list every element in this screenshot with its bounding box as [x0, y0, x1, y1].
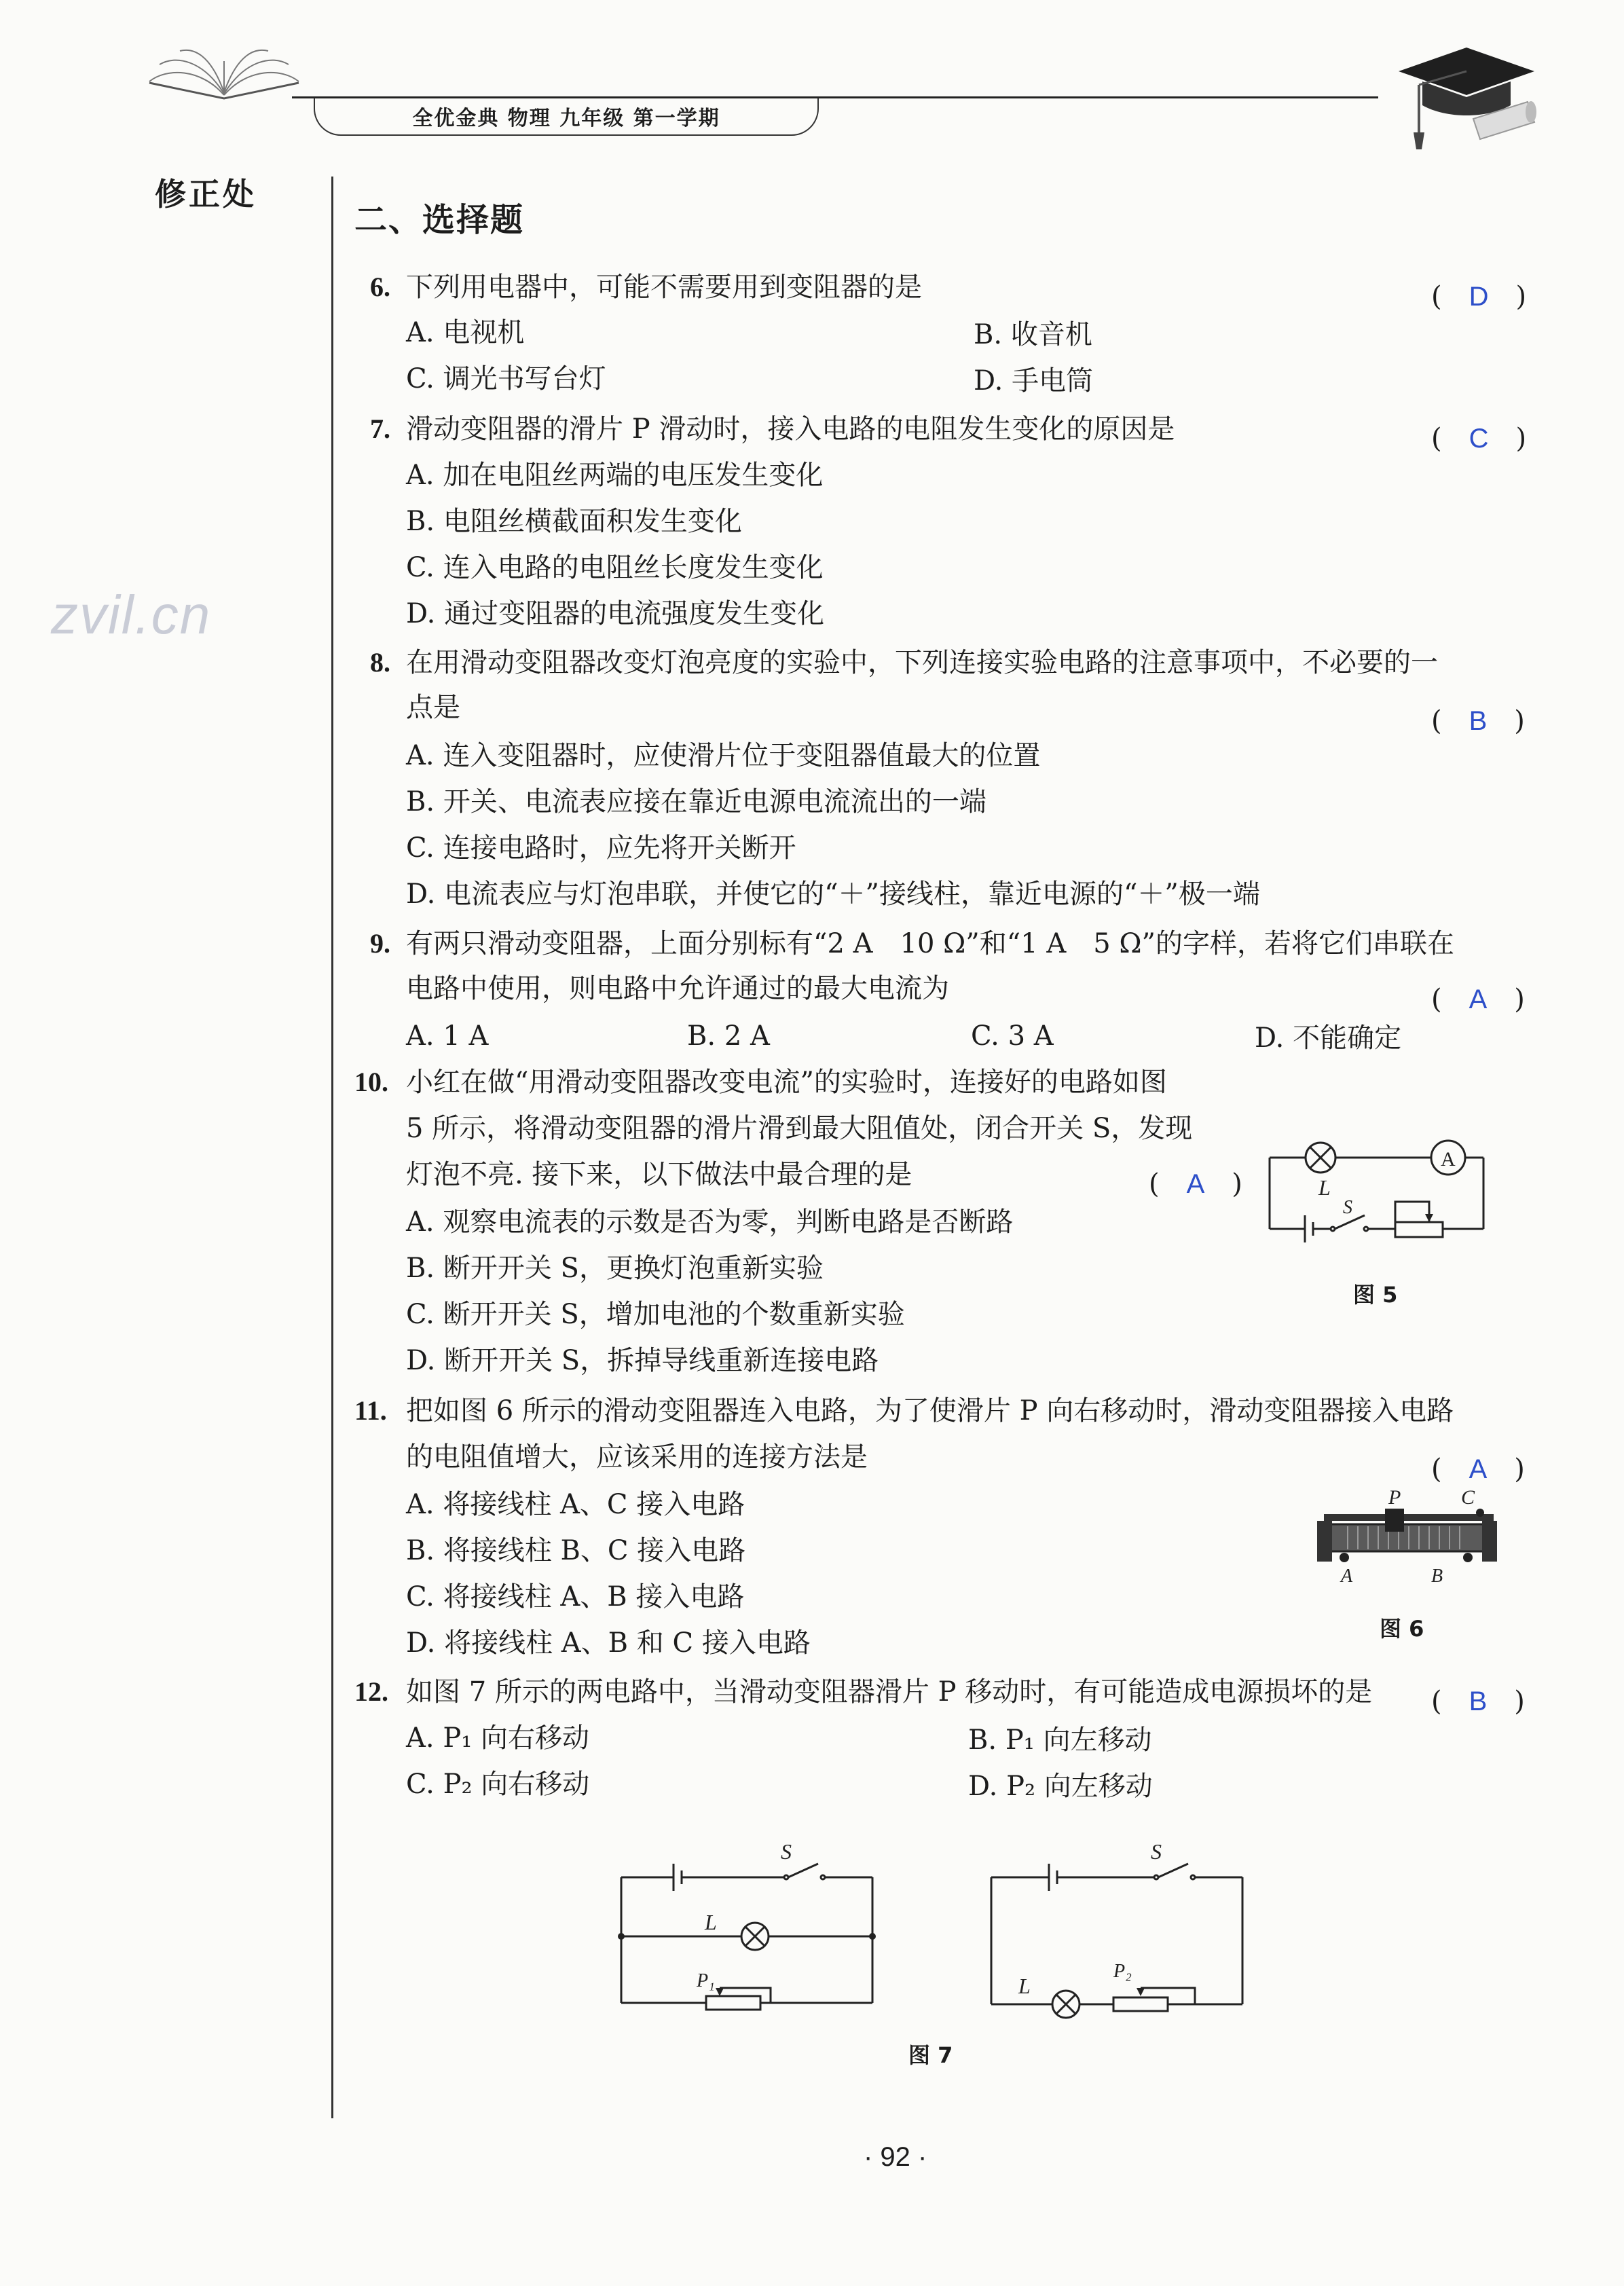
- question-text: 有两只滑动变阻器，上面分别标有“2 A 10 Ω”和“1 A 5 Ω”的字样，若将它们串联在: [406, 928, 1455, 959]
- answer-value: A: [1469, 1454, 1488, 1484]
- question-text: 滑动变阻器的滑片 P 滑动时，接入电路的电阻发生变化的原因是: [406, 413, 1175, 445]
- figure-6-caption: 图 6: [1380, 1616, 1424, 1642]
- slider-p1-label: P₁: [697, 1970, 715, 1991]
- margin-divider: [331, 177, 333, 2118]
- terminal-b-label: B: [1431, 1566, 1443, 1587]
- question-number: 6.: [370, 272, 390, 302]
- figure-7-caption: 图 7: [908, 2042, 953, 2068]
- option: D. 电流表应与灯泡串联，并使它的“＋”接线柱，靠近电源的“＋”极一端: [406, 879, 1260, 910]
- question-text: 电路中使用，则电路中允许通过的最大电流为: [406, 973, 949, 1004]
- answer-value: D: [1469, 282, 1489, 312]
- answer-bracket: ( A ): [1431, 1454, 1525, 1485]
- option: C. P₂ 向右移动: [406, 1769, 590, 1800]
- option: B. 2 A: [687, 1020, 770, 1052]
- figure-6-rheostat: [1317, 1487, 1500, 1589]
- option: C. 调光书写台灯: [406, 363, 606, 394]
- section-title: 二、选择题: [354, 201, 525, 239]
- correction-label: 修正处: [155, 176, 257, 213]
- question-number: 12.: [354, 1676, 388, 1707]
- lamp-label: L: [1318, 1175, 1331, 1200]
- question-text: 灯泡不亮. 接下来，以下做法中最合理的是: [406, 1159, 912, 1190]
- question-text: 下列用电器中，可能不需要用到变阻器的是: [406, 272, 922, 303]
- option: B. 收音机: [974, 319, 1092, 350]
- answer-bracket: ( A ): [1431, 984, 1525, 1015]
- terminal-a-label: A: [1341, 1566, 1353, 1587]
- question-number: 8.: [370, 647, 390, 678]
- option: A. 电视机: [406, 317, 525, 348]
- option: C. 连入电路的电阻丝长度发生变化: [406, 552, 824, 583]
- figure-5-circuit: [1256, 1113, 1500, 1263]
- option: D. 手电筒: [974, 365, 1094, 397]
- question-text: 如图 7 所示的两电路中，当滑动变阻器滑片 P 移动时，有可能造成电源损坏的是: [406, 1676, 1373, 1708]
- switch-label: S: [781, 1839, 792, 1864]
- answer-bracket: ( A ): [1149, 1168, 1242, 1200]
- answer-bracket: ( B ): [1431, 1686, 1525, 1717]
- terminal-p-label: P: [1388, 1487, 1401, 1509]
- answer-value: A: [1186, 1169, 1205, 1199]
- question-text: 在用滑动变阻器改变灯泡亮度的实验中，下列连接实验电路的注意事项中，不必要的一: [406, 647, 1438, 678]
- answer-bracket: ( B ): [1431, 705, 1525, 737]
- page-number: · 92 ·: [864, 2142, 927, 2172]
- option: B. P₁ 向左移动: [968, 1725, 1152, 1756]
- option: D. 断开开关 S，拆掉导线重新连接电路: [406, 1345, 879, 1376]
- option: C. 3 A: [971, 1020, 1054, 1052]
- option: D. 将接线柱 A、B 和 C 接入电路: [406, 1627, 811, 1659]
- option: A. 观察电流表的示数是否为零，判断电路是否断路: [406, 1206, 1014, 1238]
- option: C. 断开开关 S，增加电池的个数重新实验: [406, 1299, 905, 1330]
- book-icon: [146, 41, 302, 102]
- switch-label: S: [1151, 1839, 1162, 1864]
- option: B. 电阻丝横截面积发生变化: [406, 506, 742, 537]
- question-text: 的电阻值增大，应该采用的连接方法是: [406, 1441, 868, 1473]
- lamp-label: L: [705, 1910, 717, 1934]
- question-number: 11.: [354, 1395, 387, 1426]
- option: D. 通过变阻器的电流强度发生变化: [406, 598, 825, 629]
- option: B. 将接线柱 B、C 接入电路: [406, 1535, 746, 1566]
- option: B. 开关、电流表应接在靠近电源电流流出的一端: [406, 786, 986, 817]
- figure-7-circuits: [611, 1833, 1276, 2037]
- option: A. 连入变阻器时，应使滑片位于变阻器值最大的位置: [406, 740, 1041, 771]
- terminal-c-label: C: [1461, 1487, 1475, 1509]
- question-text: 小红在做“用滑动变阻器改变电流”的实验时，连接好的电路如图: [406, 1067, 1167, 1098]
- lamp-label: L: [1018, 1974, 1031, 1998]
- answer-bracket: ( C ): [1431, 423, 1527, 454]
- answer-value: B: [1469, 1686, 1488, 1716]
- option: A. 将接线柱 A、C 接入电路: [406, 1489, 745, 1520]
- option: B. 断开开关 S，更换灯泡重新实验: [406, 1253, 824, 1284]
- watermark: zvil.cn: [51, 585, 212, 645]
- answer-value: A: [1469, 984, 1488, 1014]
- question-number: 10.: [354, 1067, 388, 1097]
- figure-5-caption: 图 5: [1353, 1282, 1398, 1308]
- question-text: 5 所示，将滑动变阻器的滑片滑到最大阻值处，闭合开关 S，发现: [406, 1113, 1193, 1144]
- answer-value: C: [1469, 424, 1489, 454]
- slider-p2-label: P₂: [1113, 1961, 1132, 1982]
- question-text: 把如图 6 所示的滑动变阻器连入电路，为了使滑片 P 向右移动时，滑动变阻器接入电路: [406, 1395, 1454, 1426]
- ammeter-label: A: [1441, 1148, 1456, 1170]
- switch-label: S: [1343, 1197, 1352, 1218]
- option: A. 1 A: [406, 1020, 489, 1052]
- graduation-cap-icon: [1392, 37, 1541, 153]
- option: C. 将接线柱 A、B 接入电路: [406, 1581, 745, 1612]
- answer-bracket: ( D ): [1431, 281, 1527, 312]
- option: D. P₂ 向左移动: [968, 1771, 1153, 1802]
- option: C. 连接电路时，应先将开关断开: [406, 832, 796, 864]
- option: A. 加在电阻丝两端的电压发生变化: [406, 460, 824, 491]
- question-text: 点是: [406, 692, 460, 723]
- option: A. P₁ 向右移动: [406, 1722, 589, 1754]
- header-title: 全优金典 物理 九年级 第一学期: [314, 98, 819, 136]
- option: D. 不能确定: [1255, 1022, 1402, 1054]
- question-number: 7.: [370, 413, 390, 444]
- answer-value: B: [1469, 706, 1488, 736]
- question-number: 9.: [370, 928, 390, 959]
